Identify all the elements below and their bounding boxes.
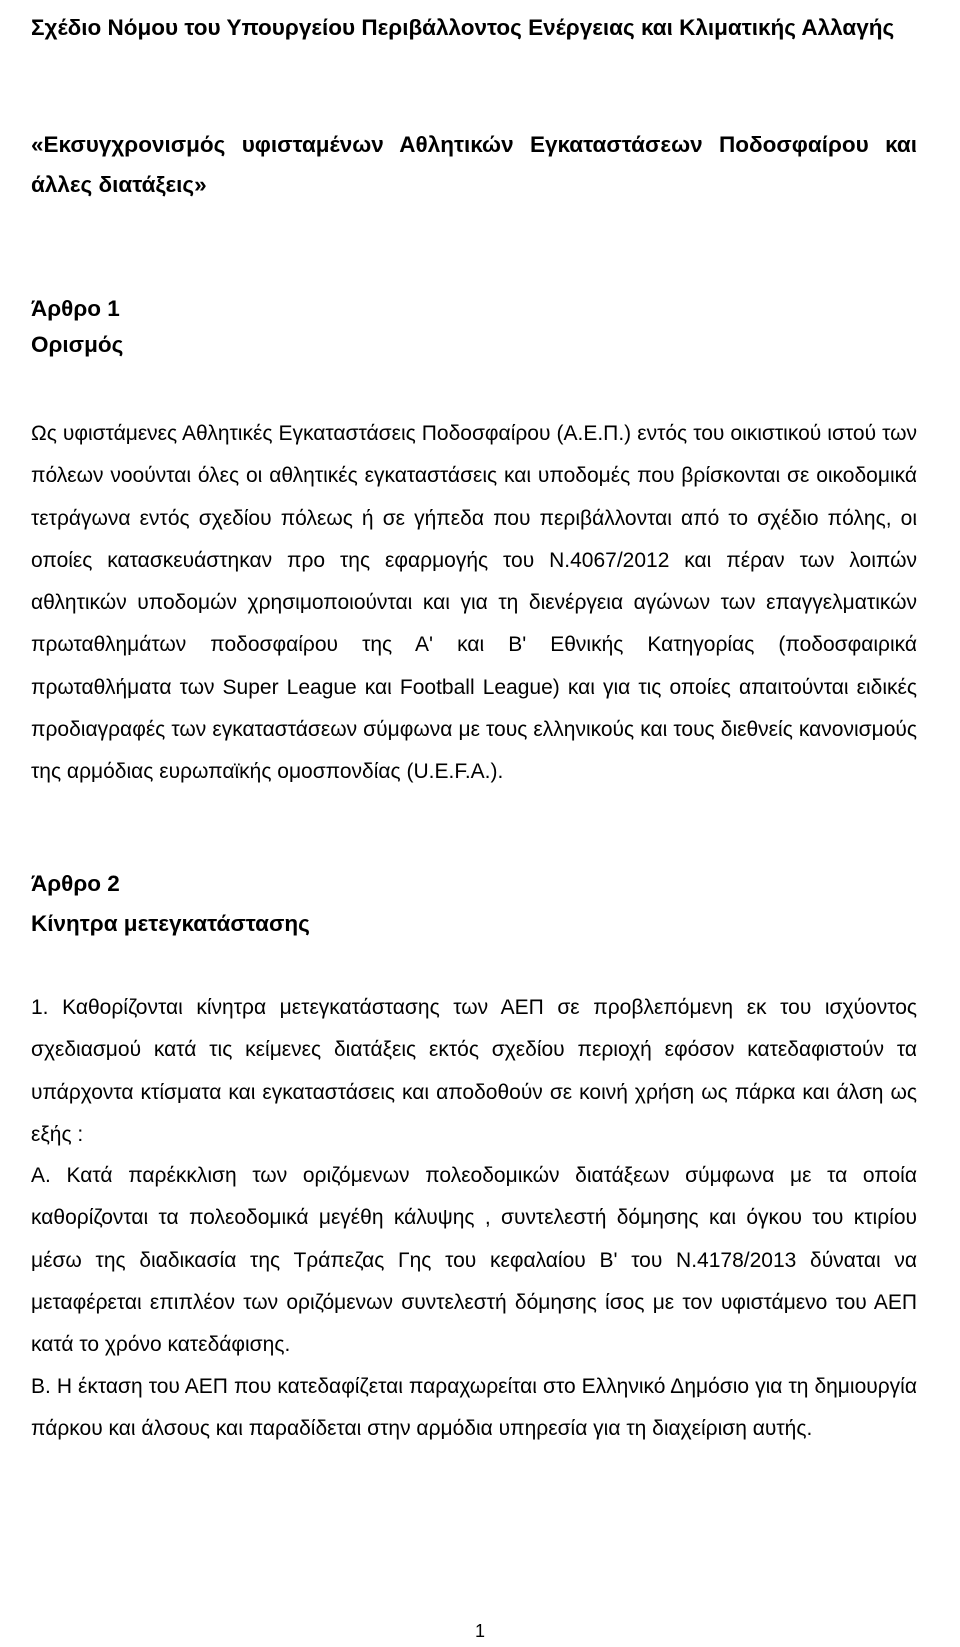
document-title: Σχέδιο Νόμου του Υπουργείου Περιβάλλοντος Ενέργειας και Κλιματικής Αλλαγής	[31, 15, 895, 40]
article-2-number: Άρθρο 2	[31, 871, 120, 896]
article-2-heading: Κίνητρα μετεγκατάστασης	[31, 911, 310, 936]
article-1-paragraph-1: Ως υφιστάμενες Αθλητικές Εγκαταστάσεις Ποδοσφαίρου (Α.Ε.Π.) εντός του οικιστικού ιστού των πόλεων νοούνται όλες οι αθλητικές εγκαταστάσεις και υποδομές που βρίσκονται σε οικοδομικά τετράγωνα εντός σχεδίου πόλεως ή σε γήπεδα που περιβάλλονται από το σχέδιο πόλης, οι οποίες κατασκευάστηκαν προ της εφαρμογής του Ν.4067/2012 και πέραν των λοιπών αθλητικών υποδομών χρησιμοποιούνται και για τη διενέργεια αγώνων των επαγγελματικών πρωταθλημάτων ποδοσφαίρου της Α' και Β' Εθνικής Κατηγορίας (ποδοσφαιρικά πρωταθλήματα των Super League και Football League) και για τις οποίες απαιτούνται ειδικές προδιαγραφές των εγκαταστάσεων σύμφωνα με τους ελληνικούς και τους διεθνείς κανονισμούς της αρμόδιας ευρωπαϊκής ομοσπονδίας (U.E.F.A.).	[31, 422, 917, 784]
article-1-heading: Ορισμός	[31, 332, 124, 357]
document-subtitle: «Εκσυγχρονισμός υφισταμένων Αθλητικών Εγκαταστάσεων Ποδοσφαίρου και άλλες διατάξεις»	[31, 132, 917, 197]
article-2-paragraph-b: Β. Η έκταση του ΑΕΠ που κατεδαφίζεται παραχωρείται στο Ελληνικό Δημόσιο για τη δημιουργία πάρκου και άλσους και παραδίδεται στην αρμόδια υπηρεσία για τη διαχείριση αυτής.	[31, 1375, 917, 1441]
page-number: 1	[474, 1621, 485, 1641]
article-2-paragraph-1: 1. Καθορίζονται κίνητρα μετεγκατάστασης των ΑΕΠ σε προβλεπόμενη εκ του ισχύοντος σχεδιασμού κατά τις κείμενες διατάξεις εκτός σχεδίου περιοχή εφόσον κατεδαφιστούν τα υπάρχοντα κτίσματα και εγκαταστάσεις και αποδοθούν σε κοινή χρήση ως πάρκα και άλση ως εξής :	[31, 996, 917, 1146]
article-2-paragraph-a: Α. Κατά παρέκκλιση των οριζόμενων πολεοδομικών διατάξεων σύμφωνα με τα οποία καθορίζονται τα πολεοδομικά μεγέθη κάλυψης , συντελεστή δόμησης και όγκου του κτιρίου μέσω της διαδικασία της Τράπεζας Γης του κεφαλαίου Β' του Ν.4178/2013 δύναται να μεταφέρεται επιπλέον των οριζόμενων συντελεστή δόμησης ίσος με τον υφιστάμενο του ΑΕΠ κατά το χρόνο κατεδάφισης.	[31, 1164, 917, 1357]
article-1-number: Άρθρο 1	[31, 296, 120, 321]
